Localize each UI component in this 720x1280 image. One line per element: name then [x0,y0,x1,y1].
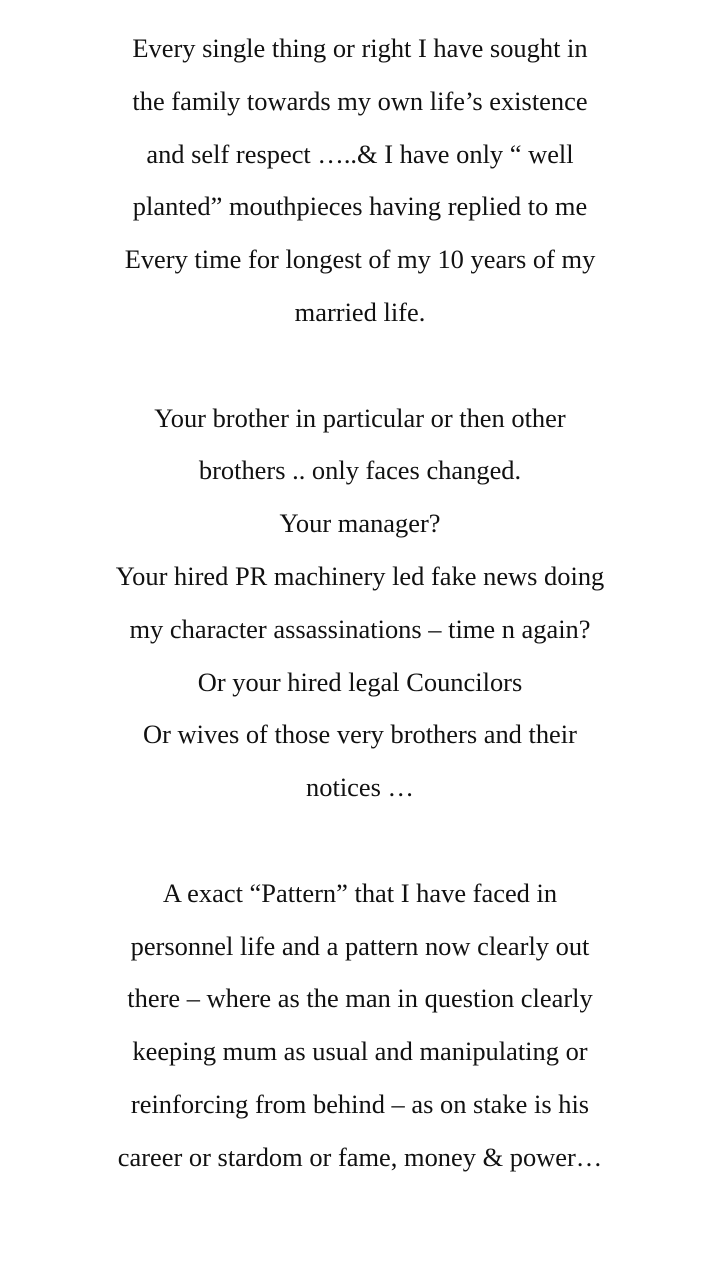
text-line: career or stardom or fame, money & power… [117,1141,603,1172]
text-line: and self respect …..& I have only “ well [146,138,574,169]
text-line: Every single thing or right I have sought in [132,33,588,63]
text-line: Your brother in particular or then other [154,402,566,433]
paragraph-family-rights [0,22,720,339]
paragraph-gap [0,814,720,867]
text-line: A exact “Pattern” that I have faced in [162,877,558,908]
text-line: there – where as the man in question clearly [127,983,593,1014]
text-line: notices … [306,772,414,803]
text-line: personnel life and a pattern now clearly out [130,930,590,961]
text-line: my character assassinations – time n again? [129,613,591,644]
text-line: planted” mouthpieces having replied to me [132,191,588,222]
paragraph-gap [0,339,720,392]
text-line: keeping mum as usual and manipulating or [132,1036,588,1067]
document-text [0,22,720,1184]
text-line: Your manager? [279,508,441,539]
text-line: married life. [294,296,426,327]
text-line: brothers .. only faces changed. [198,455,522,486]
text-line: Or your hired legal Councilors [197,666,523,697]
paragraph-brothers [0,392,720,814]
text-line: the family towards my own life’s existence [132,85,588,116]
paragraph-pattern [0,867,720,1184]
text-line: reinforcing from behind – as on stake is his [130,1088,590,1119]
text-line: Your hired PR machinery led fake news doing [115,560,605,591]
text-line: Every time for longest of my 10 years of my [124,244,596,275]
text-line: Or wives of those very brothers and their [143,719,577,750]
